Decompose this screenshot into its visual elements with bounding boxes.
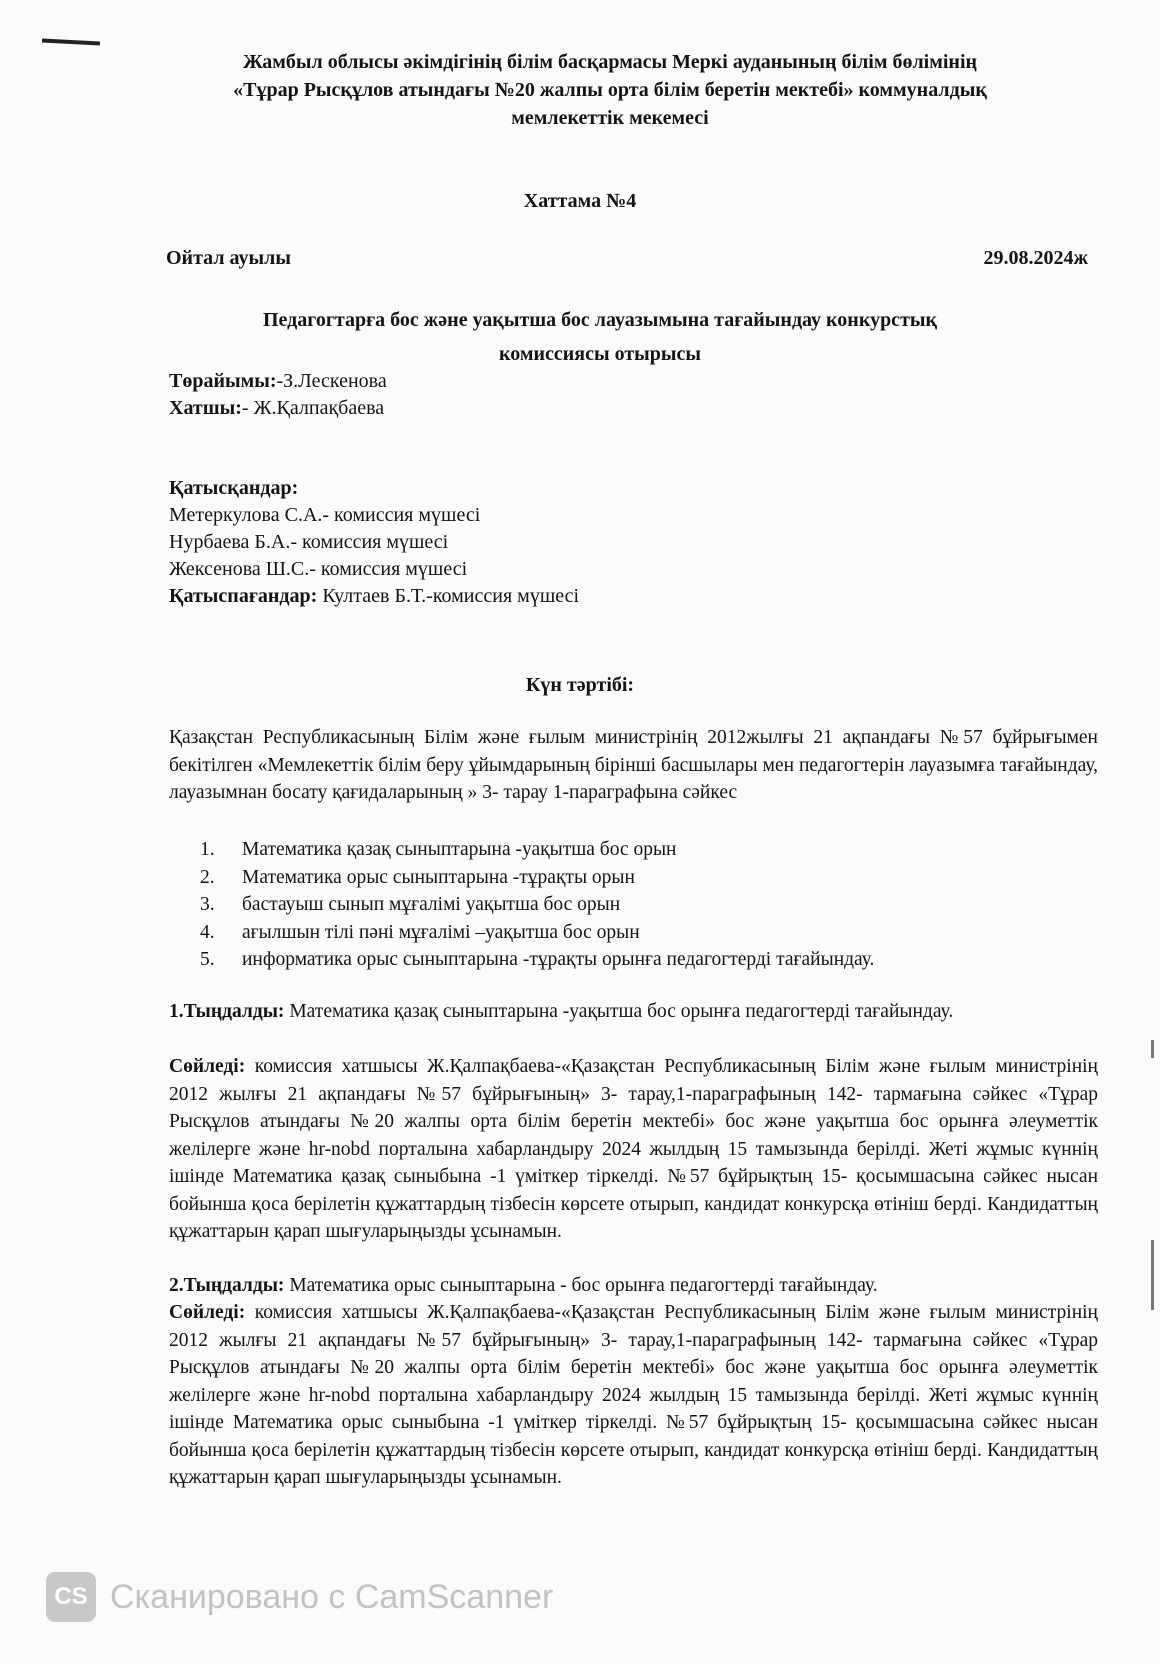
agenda-item-number: 3. [200, 894, 215, 915]
chair-line [169, 368, 387, 395]
header-line-3: мемлекеттік мекемесі [511, 107, 709, 129]
participant-item: Жексенова Ш.С.- комиссия мүшесі [169, 558, 468, 580]
agenda-list [200, 836, 874, 974]
section-2-heard [169, 1272, 1098, 1300]
agenda-item [200, 864, 874, 892]
participant-item: Нурбаева Б.А.- комиссия мүшесі [169, 531, 449, 553]
agenda-item-text: информатика орыс сыныптарына -тұрақты орынға педагогтерді тағайындау. [242, 949, 875, 970]
scan-edge-mark [1151, 1040, 1154, 1058]
chair-label: Төрайымы: [169, 370, 277, 392]
officials-block [169, 368, 387, 422]
absent-value: Култаев Б.Т.-комиссия мүшесі [317, 585, 580, 607]
agenda-item [200, 891, 874, 919]
agenda-intro: Қазақстан Республикасының Білім және ғылым министрінің 2012жылғы 21 ақпандағы №57 бұйрығымен бекітілген «Мемлекеттік білім беру ұйымдарының бірінші басшылары мен педагогтерін лауазымға тағайындау, лауазымнан босату қағидаларының » 3- тарау 1-параграфына сәйкес [169, 727, 1098, 803]
absent-label: Қатыспағандар: [169, 585, 318, 607]
agenda-item-text: Математика орыс сыныптарына -тұрақты орын [242, 866, 635, 888]
section-2-said-text: комиссия хатшысы Ж.Қалпақбаева-«Қазақстан Республикасының Білім және ғылым министрінің 2012 жылғы 21 ақпандағы №57 бұйрығының» 3- тарау,1-параграфының 142- тармағына сәйкес «Тұрар Рысқұлов атындағы №20 жалпы орта білім беретін мектебі» бос және уақытша бос орынға әлеуметтік желілерге және hr-nobd порталына хабарландыру 2024 жылдың 15 тамызында берілді. Жеті жұмыс күннің ішінде Математика орыс сыныбына -1 үміткер тіркелді. №57 бұйрықтың 15- қосымшасына сәйкес нысан бойынша қоса берілетін құжаттардың тізбесін көрсете отырып, кандидат конкурсқа өтініш берді. Кандидаттың құжаттарын қарап шығуларыңызды ұсынамын. [169, 1302, 1098, 1488]
agenda-item-number: 5. [200, 949, 215, 970]
agenda-item-number: 4. [200, 921, 215, 943]
secretary-line [169, 395, 387, 422]
scan-corner-mark [42, 38, 100, 45]
meeting-subject [190, 303, 1010, 371]
secretary-label: Хатшы: [169, 397, 242, 419]
agenda-item-number: 2. [200, 866, 215, 888]
section-1-said-text: комиссия хатшысы Ж.Қалпақбаева-«Қазақстан Республикасының Білім және ғылым министрінің 2012 жылғы 21 ақпандағы №57 бұйрығының» 3- тарау,1-параграфының 142- тармағына сәйкес «Тұрар Рысқұлов атындағы №20 жалпы орта білім беретін мектебі» бос және уақытша бос орынға әлеуметтік желілерге және hr-nobd порталына хабарландыру 2024 жылдың 15 тамызында берілді. Жеті жұмыс күннің ішінде Математика қазақ сыныбына -1 үміткер тіркелді. №57 бұйрықтың 15- қосымшасына сәйкес нысан бойынша қоса берілетін құжаттардың тізбесін көрсете отырып, кандидат конкурсқа өтініш берді. Кандидаттың құжаттарын қарап шығуларыңызды ұсынамын. [169, 1056, 1098, 1242]
section-2-heard-label: 2.Тыңдалды: [169, 1275, 285, 1296]
protocol-title: Хаттама №4 [523, 190, 637, 212]
agenda-item-number: 1. [200, 839, 215, 860]
subject-line-1: Педагогтарға бос және уақытша бос лауазымына тағайындау конкурстық [262, 309, 938, 331]
section-1-heard [169, 998, 1098, 1026]
section-2-said-label: Сөйледі: [169, 1302, 246, 1323]
chair-value: -З.Лескенова [276, 370, 387, 392]
absent-line [169, 583, 579, 610]
meeting-date: 29.08.2024ж [983, 247, 1088, 269]
agenda-item [200, 836, 874, 864]
participants-label: Қатысқандар: [169, 477, 299, 499]
camscanner-text: Сканировано с CamScanner [110, 1577, 554, 1616]
agenda-item [200, 919, 874, 947]
section-1-heard-text: Математика қазақ сыныптарына -уақытша бос орынға педагогтерді тағайындау. [284, 1001, 954, 1022]
camscanner-logo: CS [46, 1572, 96, 1622]
header-line-1: Жамбыл облысы әкімдігінің білім басқармасы Меркі ауданының білім бөлімінің [242, 51, 978, 73]
agenda-item-text: бастауыш сынып мұғалімі уақытша бос орын [242, 894, 621, 915]
participants-block [169, 475, 579, 610]
document-header [140, 48, 1080, 132]
section-2-said [169, 1299, 1098, 1492]
section-1-said [169, 1053, 1098, 1246]
header-line-2: «Тұрар Рысқұлов атындағы №20 жалпы орта білім беретін мектебі» коммуналдық [233, 79, 987, 101]
participant-item: Метеркулова С.А.- комиссия мүшесі [169, 504, 481, 526]
secretary-value: - Ж.Қалпақбаева [241, 397, 385, 419]
agenda-item-text: ағылшын тілі пәні мұғалімі –уақытша бос орын [242, 921, 640, 943]
scan-edge-mark [1151, 1240, 1154, 1310]
section-1-heard-label: 1.Тыңдалды: [169, 1001, 285, 1022]
meeting-place: Ойтал ауылы [166, 247, 291, 269]
agenda-item-text: Математика қазақ сыныптарына -уақытша бос орын [242, 839, 677, 860]
section-1-said-label: Сөйледі: [169, 1056, 246, 1077]
agenda-title: Күн тәртібі: [525, 674, 635, 696]
section-2-heard-text: Математика орыс сыныптарына - бос орынға педагогтерді тағайындау. [284, 1275, 878, 1296]
agenda-item [200, 946, 874, 974]
subject-line-2: комиссиясы отырысы [498, 343, 702, 365]
camscanner-watermark [46, 1572, 553, 1622]
